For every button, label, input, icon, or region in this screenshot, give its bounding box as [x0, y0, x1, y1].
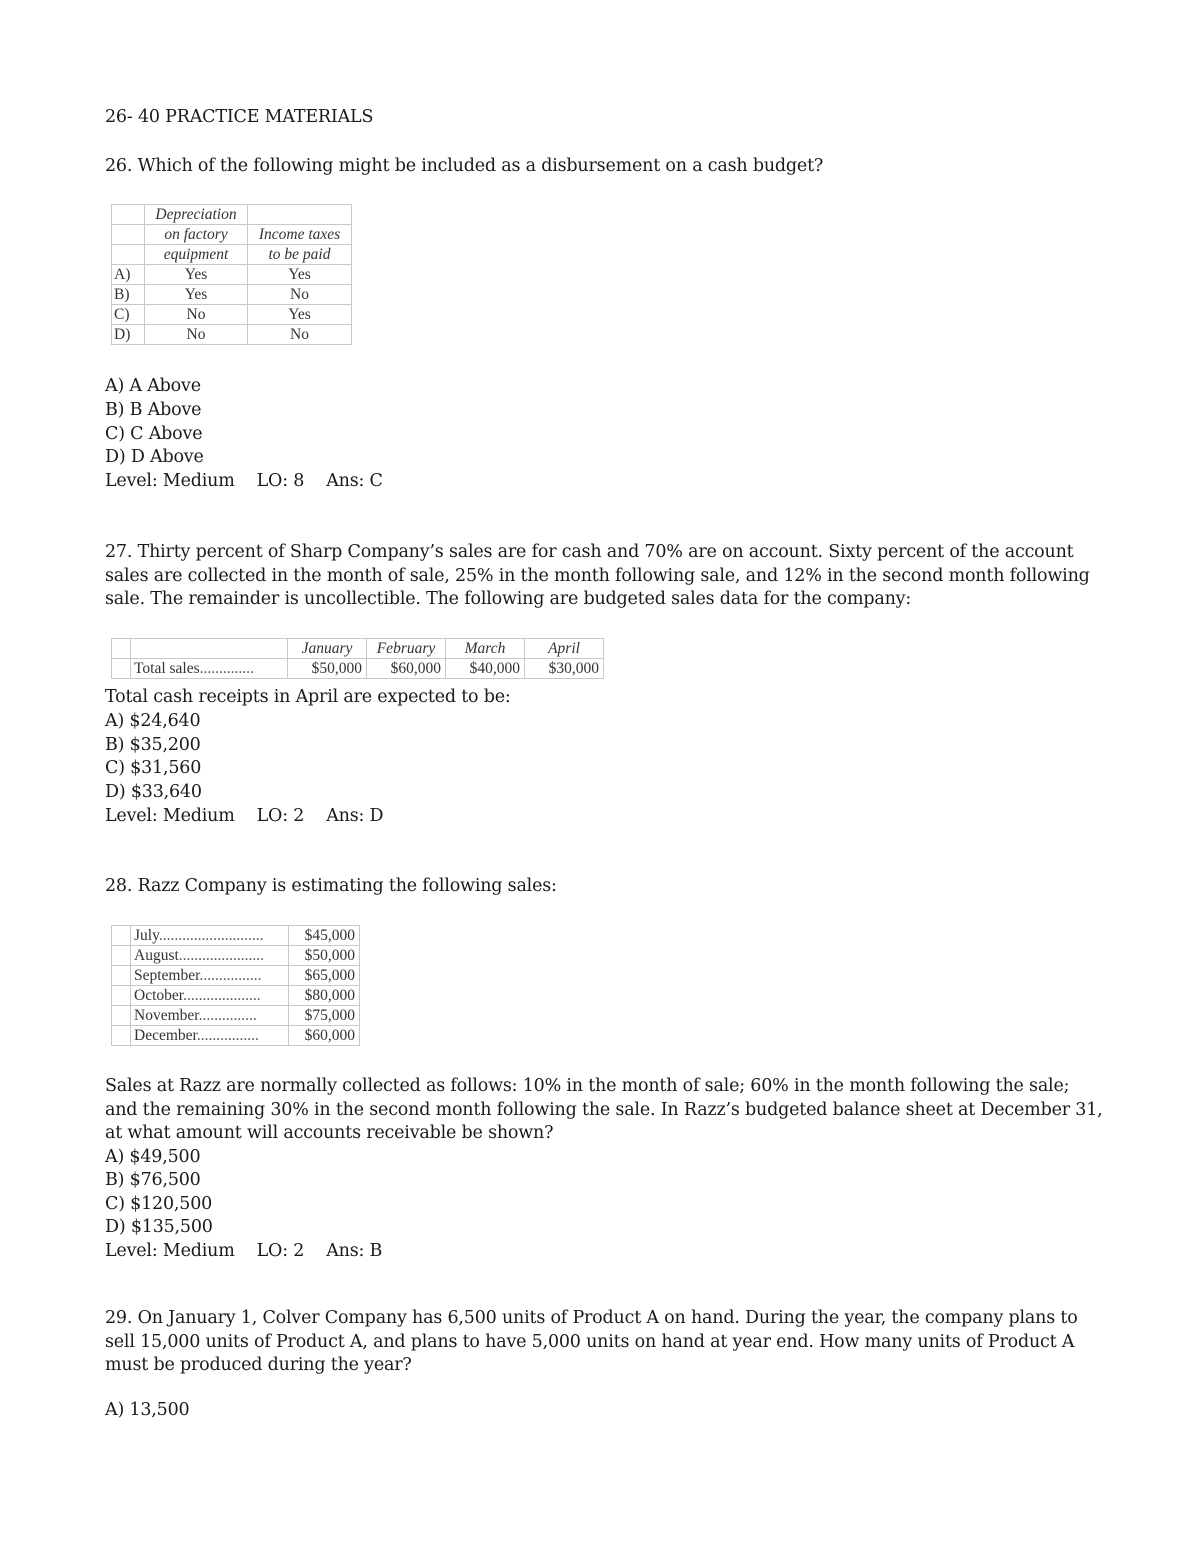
table-row [112, 986, 360, 1006]
month-label: October [134, 987, 184, 1004]
q27-option-d: D) $33,640 [105, 782, 202, 802]
level-label: Level: Medium [105, 1241, 235, 1261]
table-header-taxes-line1: Income taxes [248, 225, 352, 245]
table-cell: $75,000 [289, 1006, 360, 1026]
table-cell [112, 1026, 131, 1046]
table-cell: No [145, 305, 248, 325]
q27-text: 27. Thirty percent of Sharp Company’s sales are for cash and 70% are on account. Sixty percent of the account sales are collected in the month of sale, 25% in the month following sale, and 12% in the second month following sale. The remainder is uncollectible. The following are budgeted sales data for the company: [105, 542, 1090, 609]
month-label: August [134, 947, 179, 964]
table-row [112, 305, 352, 325]
month-header: January [288, 639, 367, 659]
q26-text: 26. Which of the following might be included as a disbursement on a cash budget? [105, 156, 824, 176]
month-cell [131, 946, 289, 966]
table-cell: $50,000 [289, 946, 360, 966]
total-sales-label: Total sales [134, 660, 200, 677]
q26-option-c: C) C Above [105, 424, 203, 444]
q27-prompt: Total cash receipts in April are expected to be: [105, 687, 511, 707]
q29-option-a: A) 13,500 [105, 1400, 190, 1420]
q27-option-c: C) $31,560 [105, 758, 202, 778]
answer-label: Ans: B [326, 1241, 383, 1261]
leader-dots: ...................... [178, 947, 265, 964]
month-header: April [525, 639, 604, 659]
q28-option-a: A) $49,500 [105, 1147, 201, 1167]
answer-label: Ans: C [326, 471, 383, 491]
q26-option-d: D) D Above [105, 447, 204, 467]
level-label: Level: Medium [105, 806, 235, 826]
table-cell: $80,000 [289, 986, 360, 1006]
row-label: A) [112, 265, 145, 285]
q29-text: 29. On January 1, Colver Company has 6,500 units of Product A on hand. During the year, the company plans to sell 15,000 units of Product A, and plans to have 5,000 units on hand at year end. How many units of Product A must be produced during the year? [105, 1308, 1078, 1375]
table-cell: $60,000 [367, 659, 446, 679]
table-header-taxes-line2: to be paid [248, 245, 352, 265]
month-cell [131, 926, 289, 946]
table-cell [112, 986, 131, 1006]
q28-table [111, 925, 360, 1046]
leader-dots: ................ [196, 1027, 259, 1044]
table-cell [131, 639, 288, 659]
table-cell: Yes [145, 285, 248, 305]
table-cell [248, 205, 352, 225]
table-cell [112, 1006, 131, 1026]
q27-option-b: B) $35,200 [105, 735, 201, 755]
table-row [112, 325, 352, 345]
leader-dots: ........................... [158, 927, 264, 944]
table-cell: $30,000 [525, 659, 604, 679]
table-cell: $40,000 [446, 659, 525, 679]
month-cell [131, 986, 289, 1006]
table-row [112, 265, 352, 285]
q28-option-d: D) $135,500 [105, 1217, 213, 1237]
table-cell: $45,000 [289, 926, 360, 946]
level-label: Level: Medium [105, 471, 235, 491]
q28-text: 28. Razz Company is estimating the following sales: [105, 876, 557, 896]
row-label [131, 659, 288, 679]
month-header: February [367, 639, 446, 659]
table-row [112, 966, 360, 986]
table-cell [112, 639, 131, 659]
table-cell: $65,000 [289, 966, 360, 986]
table-cell [112, 245, 145, 265]
table-row [112, 285, 352, 305]
table-cell: No [145, 325, 248, 345]
q28-meta [105, 1240, 382, 1264]
leader-dots: .................... [183, 987, 261, 1004]
leader-dots: ................ [199, 967, 262, 984]
table-cell: No [248, 285, 352, 305]
row-label: B) [112, 285, 145, 305]
lo-label: LO: 2 [256, 1241, 305, 1261]
table-row [112, 1026, 360, 1046]
q27-table [111, 638, 604, 679]
table-header-depreciation-line2: on factory [145, 225, 248, 245]
month-label: November [134, 1007, 199, 1024]
lo-label: LO: 8 [256, 471, 305, 491]
month-cell [131, 966, 289, 986]
table-cell [112, 225, 145, 245]
month-label: September [134, 967, 200, 984]
table-cell: No [248, 325, 352, 345]
q26-table [111, 204, 352, 345]
row-label: C) [112, 305, 145, 325]
table-cell: Yes [248, 305, 352, 325]
table-cell [112, 946, 131, 966]
month-header: March [446, 639, 525, 659]
q27-meta [105, 805, 383, 829]
table-row [112, 926, 360, 946]
q28-body: Sales at Razz are normally collected as follows: 10% in the month of sale; 60% in the month following the sale; and the remaining 30% in the second month following the sale. In Razz’s budgeted balance sheet at December 31, at what amount will accounts receivable be shown? [105, 1076, 1103, 1143]
q28-option-b: B) $76,500 [105, 1170, 201, 1190]
q26-option-a: A) A Above [105, 376, 201, 396]
q28-option-c: C) $120,500 [105, 1194, 213, 1214]
month-cell [131, 1006, 289, 1026]
q26-option-b: B) B Above [105, 400, 202, 420]
table-cell [112, 205, 145, 225]
page-heading: 26- 40 PRACTICE MATERIALS [105, 107, 374, 127]
q27-option-a: A) $24,640 [105, 711, 201, 731]
table-cell [112, 926, 131, 946]
month-label: December [134, 1027, 197, 1044]
table-cell [112, 659, 131, 679]
leader-dots: ............... [198, 1007, 257, 1024]
q26-meta [105, 470, 383, 494]
table-cell [112, 966, 131, 986]
month-label: July [134, 927, 159, 944]
month-cell [131, 1026, 289, 1046]
table-row [112, 659, 604, 679]
leader-dots: .............. [199, 660, 254, 677]
table-header-depreciation-line1: Depreciation [145, 205, 248, 225]
table-cell: $50,000 [288, 659, 367, 679]
table-cell: Yes [248, 265, 352, 285]
table-header-depreciation-line3: equipment [145, 245, 248, 265]
lo-label: LO: 2 [256, 806, 305, 826]
answer-label: Ans: D [326, 806, 384, 826]
table-row [112, 946, 360, 966]
table-cell: $60,000 [289, 1026, 360, 1046]
table-cell: Yes [145, 265, 248, 285]
row-label: D) [112, 325, 145, 345]
table-row [112, 1006, 360, 1026]
